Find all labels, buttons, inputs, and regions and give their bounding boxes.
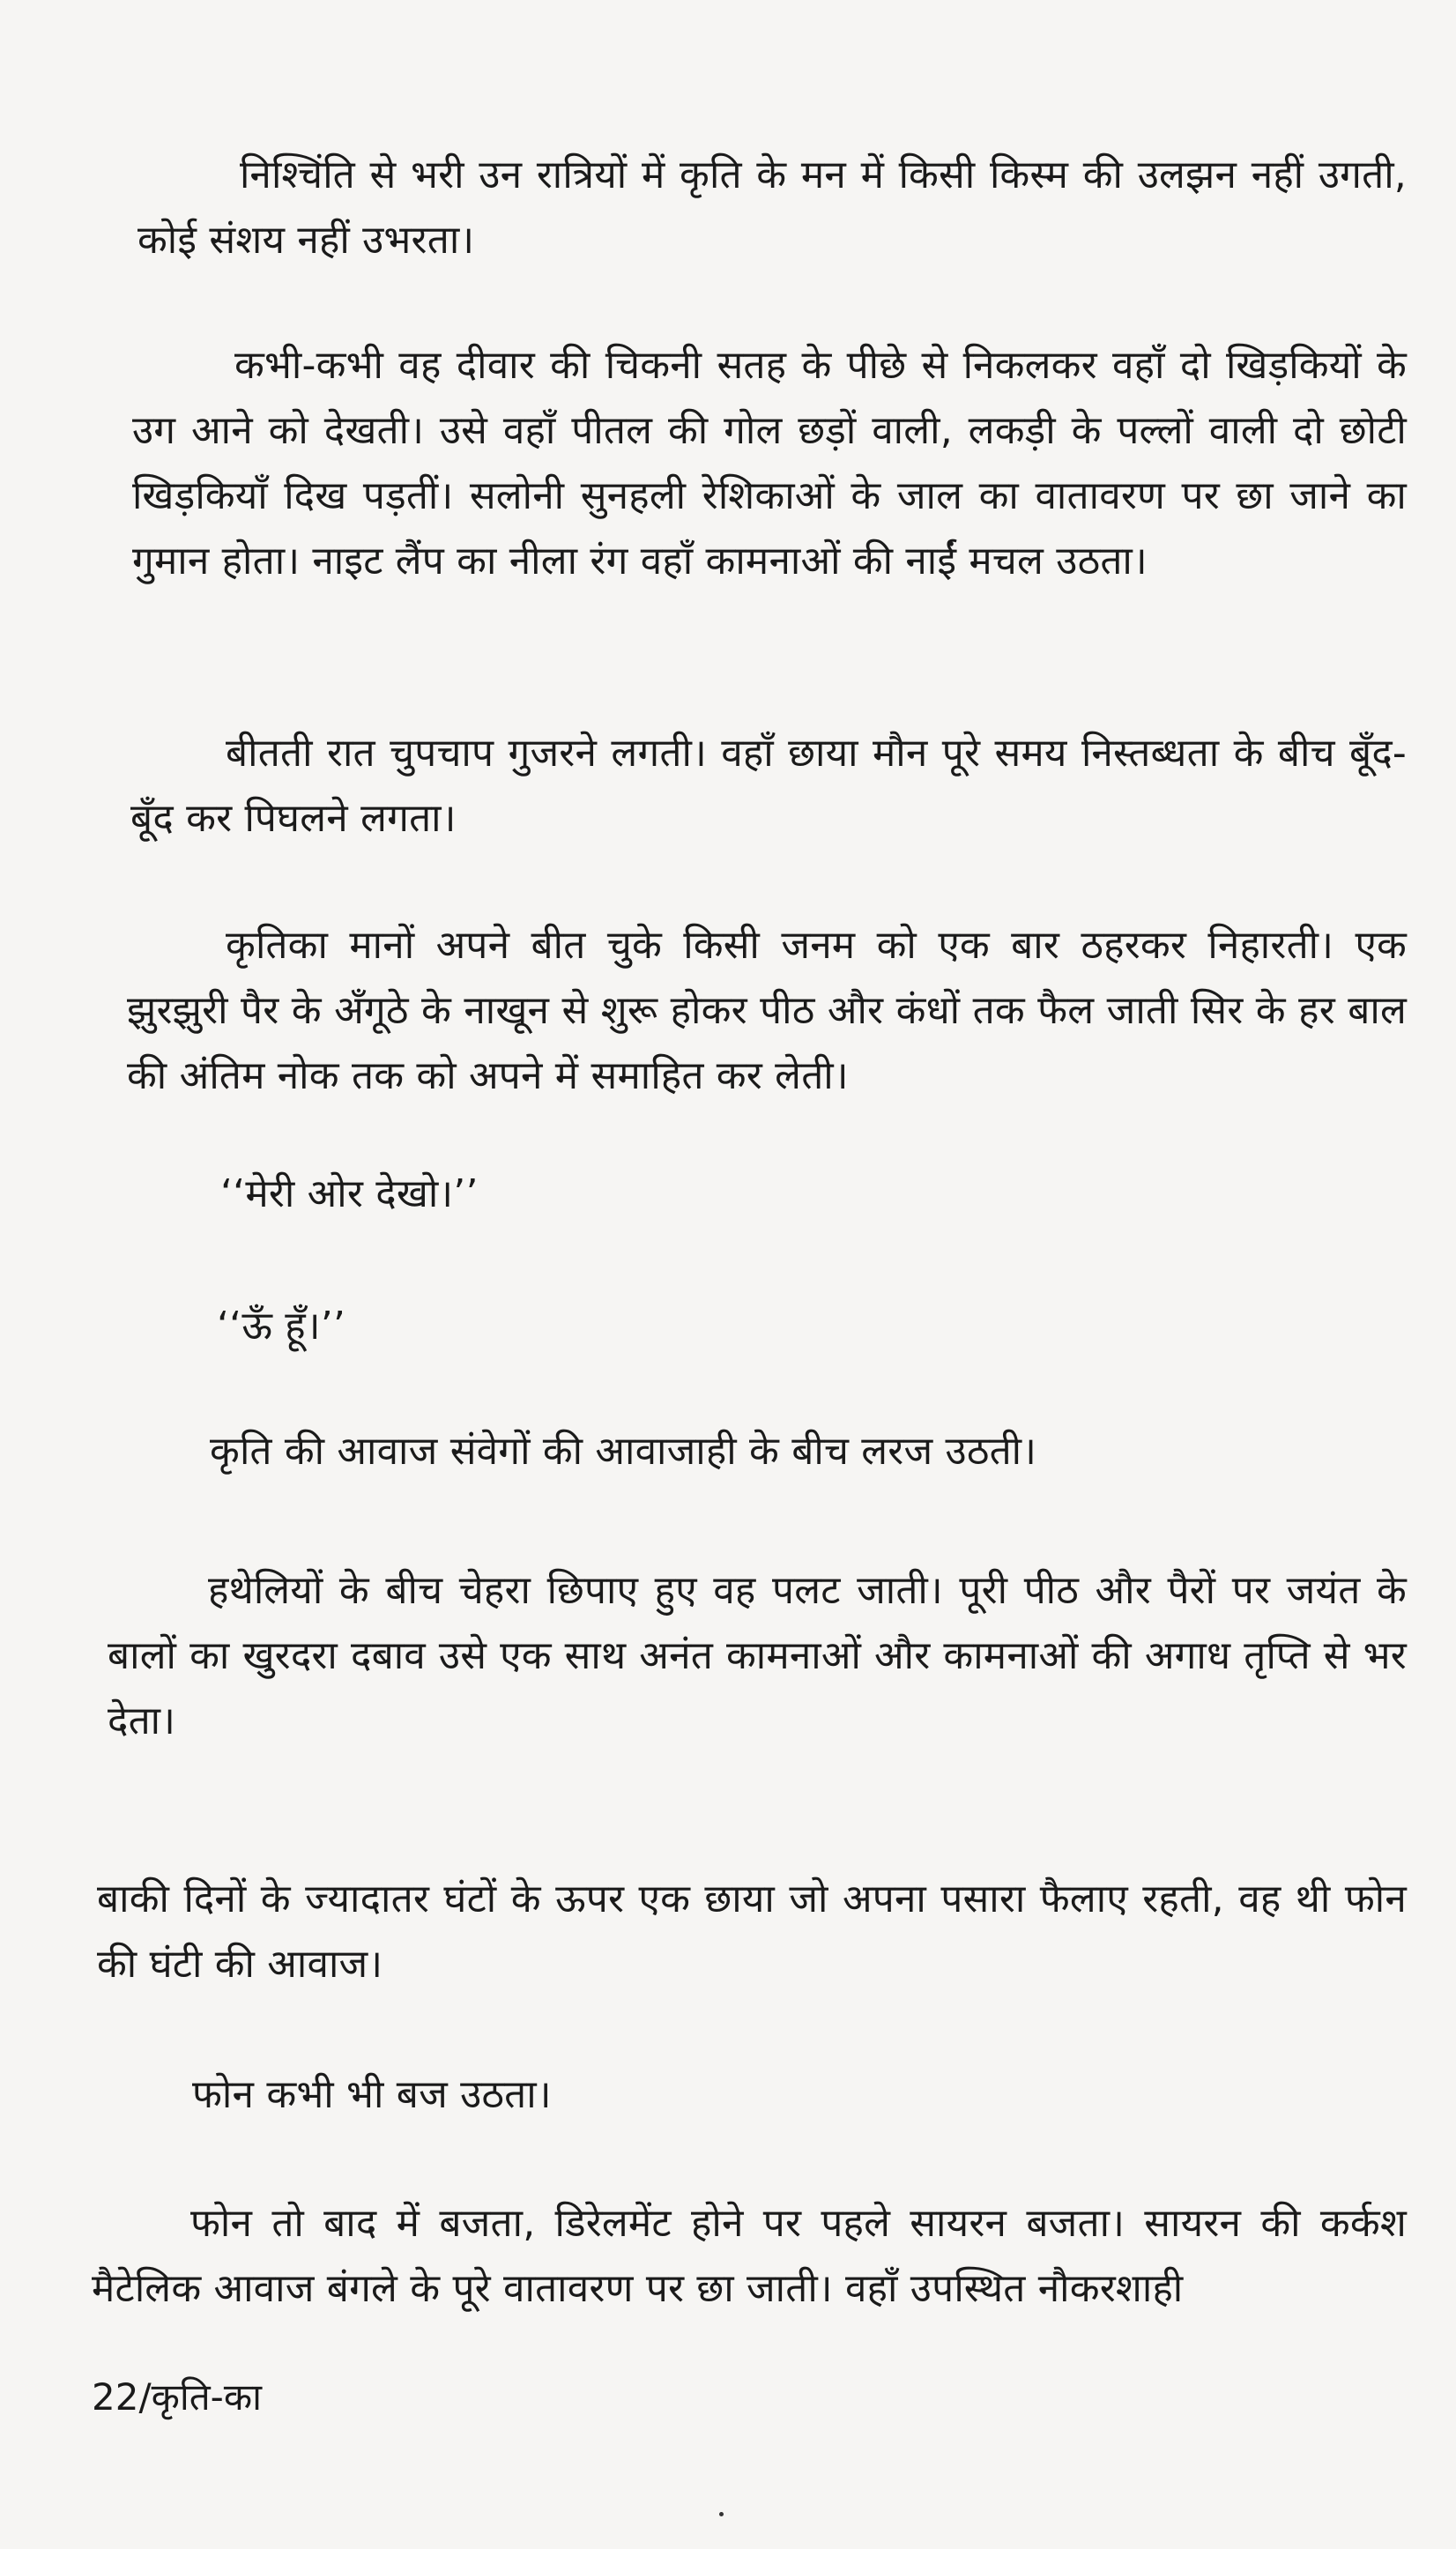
paragraph-2: कभी-कभी वह दीवार की चिकनी सतह के पीछे से निकलकर वहाँ दो खिड़कियों के उग आने को देखती। उसे वहाँ पीतल की गोल छड़ों वाली, लकड़ी के पल्लों वाली दो छोटी खिड़कियाँ दिख पड़तीं। सलोनी सुनहली रेशिकाओं के जाल का वातावरण पर छा जाने का गुमान होता। नाइट लैंप का नीला रंग वहाँ कामनाओं की नाईं मचल उठता।: [132, 343, 1407, 583]
paragraph-5: कृति की आवाज संवेगों की आवाजाही के बीच लरज उठती।: [210, 1429, 1037, 1474]
print-speck: [719, 2512, 724, 2516]
paragraph-8: फोन कभी भी बज उठता।: [192, 2072, 552, 2117]
paragraph-4: कृतिका मानों अपने बीत चुके किसी जनम को एक बार ठहरकर निहारती। एक झुरझुरी पैर के अँगूठे के नाखून से शुरू होकर पीठ और कंधों तक फैल जाती सिर के हर बाल की अंतिम नोक तक को अपने में समाहित कर लेती।: [127, 923, 1407, 1098]
paragraph-7: बाकी दिनों के ज्यादातर घंटों के ऊपर एक छाया जो अपना पसारा फैलाए रहती, वह थी फोन की घंटी की आवाज।: [97, 1876, 1407, 1987]
paragraph-1: निश्चिंति से भरी उन रात्रियों में कृति के मन में किसी किस्म की उलझन नहीं उगती, कोई संशय नहीं उभरता।: [137, 152, 1407, 263]
paragraph-6: हथेलियों के बीच चेहरा छिपाए हुए वह पलट जाती। पूरी पीठ और पैरों पर जयंत के बालों का खुरदरा दबाव उसे एक साथ अनंत कामनाओं और कामनाओं की अगाध तृप्ति से भर देता।: [108, 1568, 1407, 1743]
dialogue-2: ‘‘ऊँ हूँ।’’: [217, 1304, 346, 1349]
dialogue-1: ‘‘मेरी ओर देखो।’’: [220, 1171, 479, 1216]
page-folio: 22/कृति-का: [92, 2375, 262, 2419]
paragraph-9: फोन तो बाद में बजता, डिरेलमेंट होने पर पहले सायरन बजता। सायरन की कर्कश मैटेलिक आवाज बंगले के पूरे वातावरण पर छा जाती। वहाँ उपस्थित नौकरशाही: [92, 2201, 1407, 2311]
paragraph-3: बीतती रात चुपचाप गुजरने लगती। वहाँ छाया मौन पूरे समय निस्तब्धता के बीच बूँद-बूँद कर पिघलने लगता।: [130, 731, 1407, 841]
